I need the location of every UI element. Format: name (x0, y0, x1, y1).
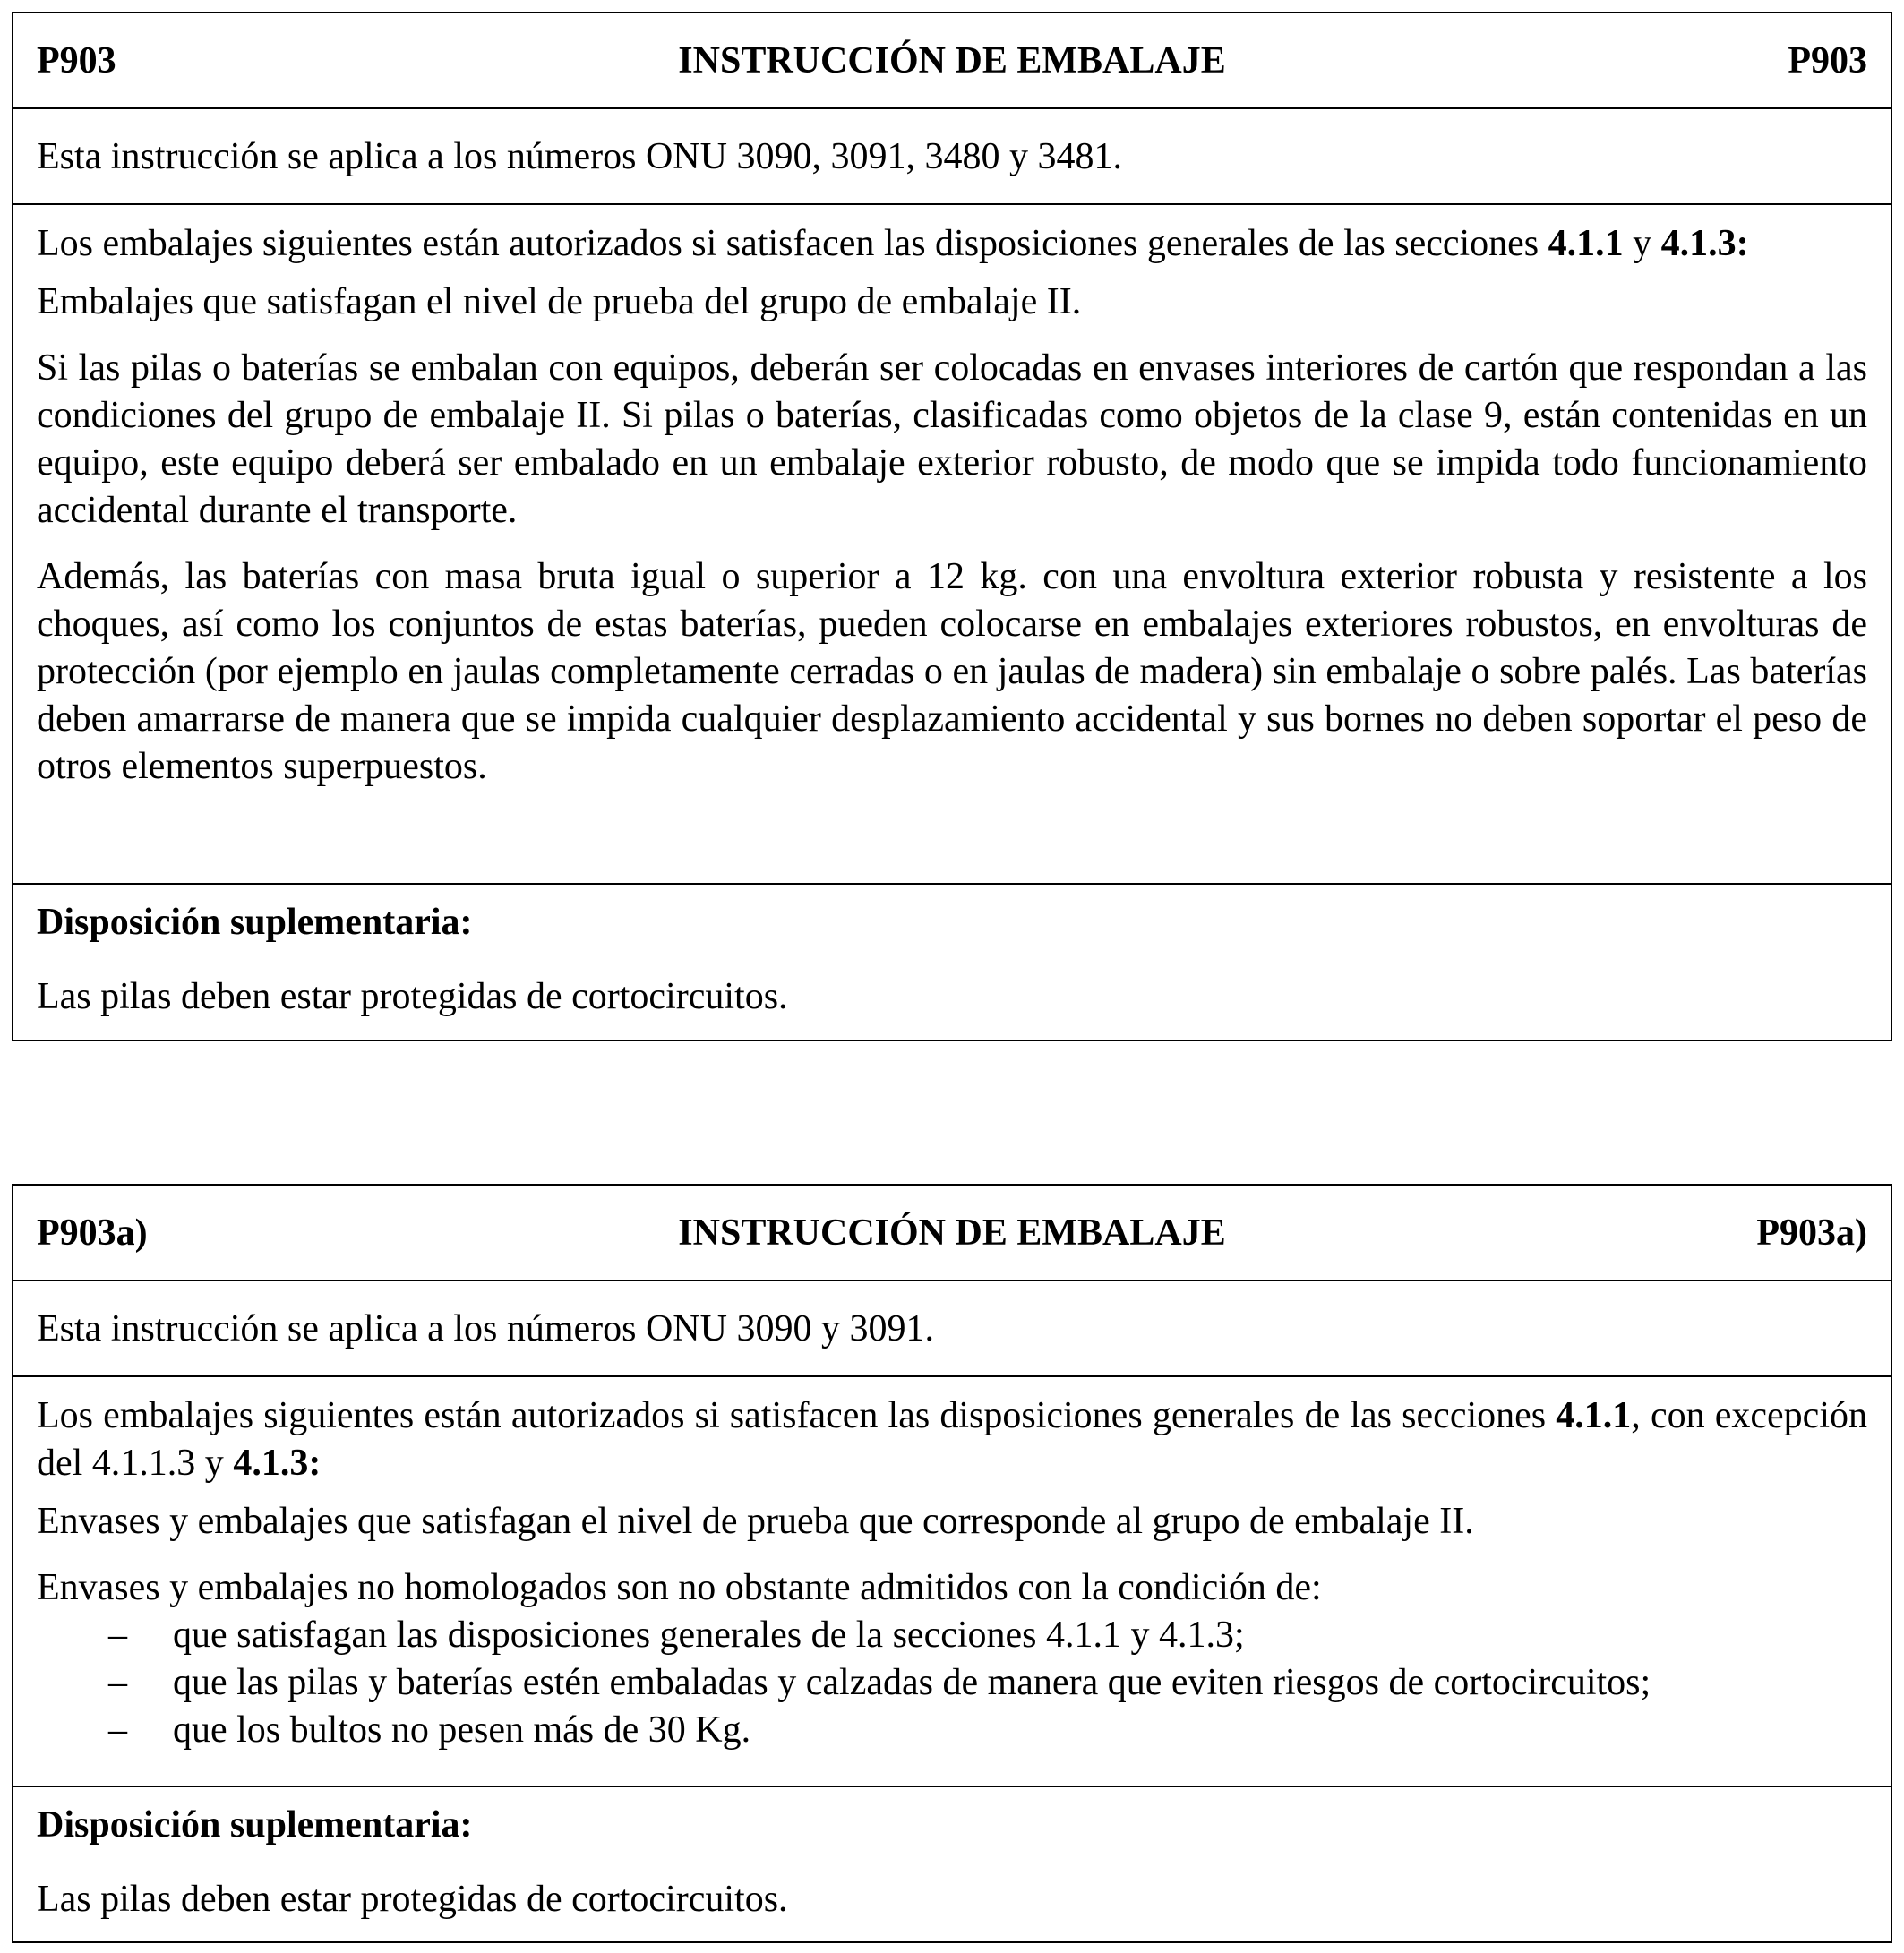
heavy-batteries-paragraph: Además, las baterías con masa bruta igual o superior a 12 kg. con una envoltura exterior robusta y resistente a los choques, así como los conjuntos de estas baterías, pueden colocarse en embalajes exteriores robustos, en envolturas de protección (por ejemplo en jaulas completamente cerradas o en jaulas de madera) sin embalaje o sobre palés. Las baterías deben amarrarse de manera que se impida cualquier desplazamiento accidental y sus bornes no deben soportar el peso de otros elementos superpuestos. (37, 556, 1867, 787)
instruction-code-right: P903 (1788, 39, 1867, 81)
intro-text-b: y (1623, 223, 1661, 264)
condition-text: que satisfagan las disposiciones generales de la secciones 4.1.1 y 4.1.3; (173, 1615, 1245, 1656)
section-ref-4-1-3: 4.1.3: (233, 1443, 322, 1484)
intro-text-a: Los embalajes siguientes están autorizados si satisfacen las disposiciones generales de las secciones (37, 223, 1548, 264)
intro-text-b: , con excepción del 4.1.1.3 y (37, 1395, 1867, 1484)
dash-bullet: – (108, 1662, 127, 1703)
scope-text: Esta instrucción se aplica a los números ONU 3090 y 3091. (37, 1307, 934, 1349)
scope-row (13, 1281, 1891, 1377)
instruction-title: INSTRUCCIÓN DE EMBALAJE (678, 39, 1226, 81)
list-item (37, 1707, 1867, 1754)
instruction-code-right: P903a) (1756, 1212, 1867, 1254)
packing-instruction-p903a (12, 1184, 1892, 1943)
conditions-list (37, 1612, 1867, 1754)
list-item (37, 1612, 1867, 1659)
scope-row (13, 109, 1891, 205)
packing-instruction-p903 (12, 12, 1892, 1041)
condition-text: que los bultos no pesen más de 30 Kg. (173, 1709, 751, 1751)
packing-group-paragraph: Embalajes que satisfagan el nivel de prueba del grupo de embalaje II. (37, 281, 1082, 322)
instruction-title: INSTRUCCIÓN DE EMBALAJE (678, 1212, 1226, 1254)
section-ref-4-1-1: 4.1.1 (1548, 223, 1624, 264)
section-ref-4-1-3: 4.1.3: (1660, 223, 1749, 264)
non-approved-paragraph: Envases y embalajes no homologados son no obstante admitidos con la condición de: (37, 1567, 1322, 1608)
instruction-code-left: P903a) (37, 1212, 148, 1254)
scope-text: Esta instrucción se aplica a los números ONU 3090, 3091, 3480 y 3481. (37, 135, 1122, 177)
intro-paragraph (37, 1392, 1867, 1487)
equipment-paragraph: Si las pilas o baterías se embalan con equipos, deberán ser colocadas en envases interiores de cartón que respondan a las condiciones del grupo de embalaje II. Si pilas o baterías, clasificadas como objetos de la clase 9, están contenidas en un equipo, este equipo deberá ser embalado en un embalaje exterior robusto, de modo que se impida todo funcionamiento accidental durante el transporte. (37, 347, 1867, 531)
intro-paragraph (37, 220, 1867, 268)
condition-text: que las pilas y baterías estén embaladas y calzadas de manera que eviten riesgos de cortocircuitos; (173, 1662, 1651, 1703)
supplementary-text: Las pilas deben estar protegidas de cortocircuitos. (37, 1879, 788, 1920)
instruction-header (13, 13, 1891, 109)
intro-text-a: Los embalajes siguientes están autorizados si satisfacen las disposiciones generales de las secciones (37, 1395, 1557, 1436)
authorized-packagings-section (13, 205, 1891, 885)
supplementary-section (13, 885, 1891, 1021)
dash-bullet: – (108, 1709, 127, 1751)
dash-bullet: – (108, 1615, 127, 1656)
supplementary-text: Las pilas deben estar protegidas de cortocircuitos. (37, 976, 788, 1017)
supplementary-section (13, 1787, 1891, 1923)
section-ref-4-1-1: 4.1.1 (1556, 1395, 1632, 1436)
list-item (37, 1659, 1867, 1707)
instruction-code-left: P903 (37, 39, 116, 81)
instruction-header (13, 1186, 1891, 1281)
authorized-packagings-section (13, 1377, 1891, 1787)
supplementary-heading: Disposición suplementaria: (37, 902, 473, 943)
packing-group-paragraph: Envases y embalajes que satisfagan el nivel de prueba que corresponde al grupo de embalaje II. (37, 1501, 1474, 1542)
supplementary-heading: Disposición suplementaria: (37, 1804, 473, 1846)
